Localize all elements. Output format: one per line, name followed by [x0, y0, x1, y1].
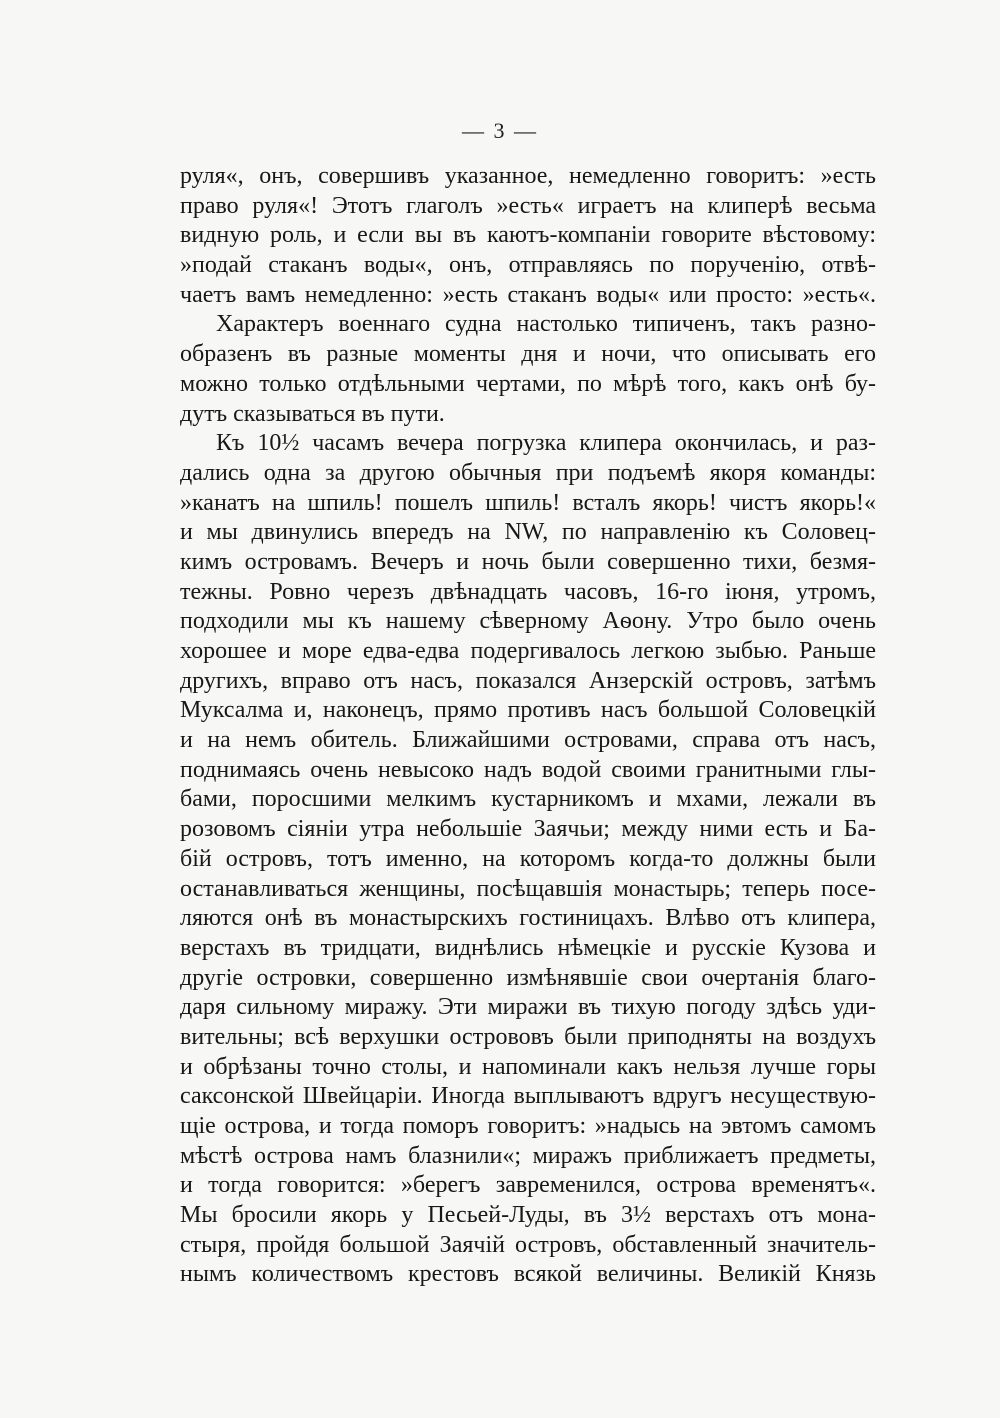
text-line: Къ 10½ часамъ вечера погрузка клипера окончилась, и раз- [216, 430, 876, 457]
text-line: поднимаясь очень невысоко надъ водой своими гранитными глы- [180, 756, 876, 783]
text-line: право руля«! Этотъ глаголъ »есть« играетъ на клиперѣ весьма [180, 192, 876, 219]
text-line: и на немъ обитель. Ближайшими островами, справа отъ насъ, [180, 727, 876, 754]
text-line: дутъ сказываться въ пути. [180, 400, 445, 427]
text-line: другихъ, вправо отъ насъ, показался Анзерскій островъ, затѣмъ [180, 667, 876, 694]
text-line: мѣстѣ острова намъ блазнили«; миражъ приближаетъ предметы, [180, 1142, 876, 1169]
text-line: Характеръ военнаго судна настолько типиченъ, такъ разно- [216, 311, 876, 338]
text-line: даря сильному миражу. Эти миражи въ тихую погоду здѣсь уди- [180, 994, 876, 1021]
text-line: и мы двинулись впередъ на NW, по направленію къ Соловец- [180, 519, 876, 546]
text-line: »подай стаканъ воды«, онъ, отправляясь по порученію, отвѣ- [180, 252, 876, 279]
text-line: вительны; всѣ верхушки острововъ были приподняты на воздухъ [180, 1023, 876, 1050]
text-line: руля«, онъ, совершивъ указанное, немедленно говоритъ: »есть [180, 163, 876, 189]
text-line: можно только отдѣльными чертами, по мѣрѣ того, какъ онѣ бу- [180, 370, 876, 397]
text-line: и обрѣзаны точно столы, и напоминали какъ нельзя лучше горы [180, 1053, 876, 1080]
text-line: видную роль, и если вы въ каютъ-компаніи говорите вѣстовому: [180, 222, 876, 249]
page-number: — 3 — [462, 118, 538, 143]
text-line: и тогда говорится: »берегъ завременился, острова временятъ«. [180, 1172, 876, 1199]
text-line: подходили мы къ нашему сѣверному Аѳону. Утро было очень [180, 608, 876, 635]
text-line: чаетъ вамъ немедленно: »есть стаканъ воды« или просто: »есть«. [180, 281, 876, 308]
text-line: бій островъ, тотъ именно, на которомъ когда-то должны были [180, 845, 876, 872]
text-line: бами, поросшими мелкимъ кустарникомъ и мхами, лежали въ [180, 786, 876, 813]
text-line: стыря, пройдя большой Заячій островъ, обставленный значитель- [180, 1231, 876, 1258]
text-line: дались одна за другою обычныя при подъемѣ якоря команды: [180, 459, 876, 486]
text-line: Мы бросили якорь у Песьей-Луды, въ 3½ верстахъ отъ мона- [180, 1202, 876, 1229]
text-line: щіе острова, и тогда поморъ говоритъ: »надысь на эвтомъ самомъ [180, 1113, 876, 1139]
text-line: ляются онѣ въ монастырскихъ гостиницахъ. Влѣво отъ клипера, [180, 905, 876, 932]
text-line: образенъ въ разные моменты дня и ночи, что описывать его [180, 341, 876, 368]
text-line: Муксалма и, наконецъ, прямо противъ насъ большой Соловецкій [180, 697, 876, 724]
text-line: »канатъ на шпиль! пошелъ шпиль! всталъ якорь! чистъ якорь!« [180, 489, 876, 516]
text-line: розовомъ сіяніи утра небольшіе Заячьи; между ними есть и Ба- [180, 816, 876, 843]
text-line: останавливаться женщины, посѣщавшія монастырь; теперь посе- [180, 875, 876, 902]
text-line: тежны. Ровно черезъ двѣнадцать часовъ, 16-го іюня, утромъ, [180, 578, 876, 605]
text-line: нымъ количествомъ крестовъ всякой величины. Великій Князь [180, 1261, 876, 1288]
text-line: верстахъ въ тридцати, виднѣлись нѣмецкіе и русскіе Кузова и [180, 934, 876, 961]
text-line: саксонской Швейцаріи. Иногда выплываютъ вдругъ несуществую- [180, 1083, 876, 1110]
text-line: кимъ островамъ. Вечеръ и ночь были совершенно тихи, безмя- [180, 548, 876, 575]
text-line: другіе островки, совершенно измѣнявшіе свои очертанія благо- [180, 964, 876, 991]
body-text [180, 162, 876, 1290]
text-line: хорошее и море едва-едва подергивалось легкою зыбью. Раньше [180, 638, 876, 664]
